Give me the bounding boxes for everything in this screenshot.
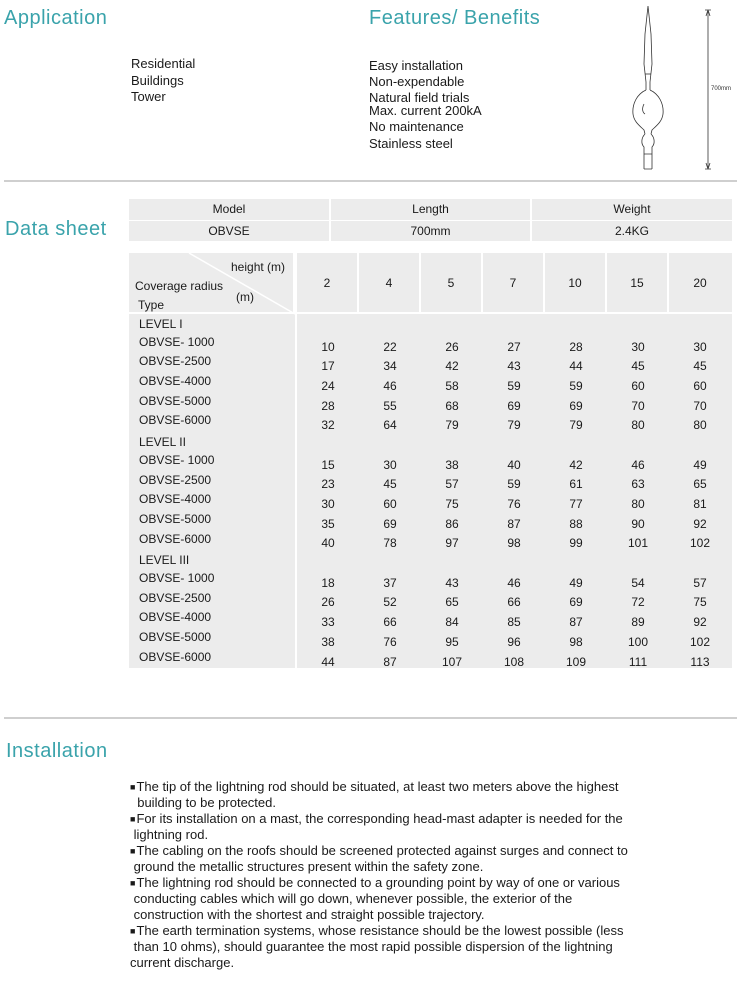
installation-line xyxy=(130,955,730,971)
coverage-corner xyxy=(129,253,295,314)
model-value: OBVSE xyxy=(129,220,330,241)
type-label: OBVSE-2500 xyxy=(139,354,212,369)
coverage-value: 57 xyxy=(693,575,707,590)
coverage-value: 43 xyxy=(507,359,521,374)
column-separator xyxy=(357,253,359,314)
coverage-value: 87 xyxy=(507,516,521,531)
coverage-value: 66 xyxy=(383,615,397,630)
table-row xyxy=(129,649,732,669)
value-cells xyxy=(297,649,732,669)
coverage-value: 77 xyxy=(569,497,583,512)
coverage-value: 35 xyxy=(321,516,335,531)
table-row xyxy=(129,609,732,629)
coverage-value: 45 xyxy=(383,477,397,492)
column-separator xyxy=(543,253,545,314)
coverage-value: 84 xyxy=(445,615,459,630)
coverage-value: 76 xyxy=(383,634,397,649)
coverage-value: 98 xyxy=(507,536,521,551)
application-title: Application xyxy=(4,7,108,29)
type-label: OBVSE-4000 xyxy=(139,492,212,507)
table-row xyxy=(129,511,732,531)
type-label: OBVSE- 1000 xyxy=(139,334,215,349)
installation-line-text: than 10 ohms), should guarantee the most rapid possible dispersion of the lightning xyxy=(130,939,613,954)
coverage-value: 86 xyxy=(445,516,459,531)
model-header: Model xyxy=(129,199,330,220)
coverage-value: 59 xyxy=(507,378,521,393)
column-separator xyxy=(481,253,483,314)
coverage-value: 60 xyxy=(383,497,397,512)
coverage-value: 99 xyxy=(569,536,583,551)
type-label: OBVSE-6000 xyxy=(139,413,212,428)
table-row xyxy=(129,353,732,373)
coverage-value: 17 xyxy=(321,359,335,374)
coverage-value: 30 xyxy=(321,497,335,512)
table-row xyxy=(129,491,732,511)
coverage-value: 69 xyxy=(569,595,583,610)
coverage-value: 32 xyxy=(321,418,335,433)
table-row xyxy=(129,570,732,590)
height-header: 10 xyxy=(545,253,607,312)
height-header: 7 xyxy=(483,253,545,312)
installation-line-text: conducting cables which will go down, whenever possible, the exterior of the xyxy=(130,891,573,906)
value-cells xyxy=(297,412,732,432)
coverage-value: 79 xyxy=(445,418,459,433)
coverage-value: 37 xyxy=(383,575,397,590)
level-label: LEVEL II xyxy=(139,434,186,449)
level-row xyxy=(129,432,732,452)
coverage-value: 101 xyxy=(627,536,649,551)
coverage-value: 40 xyxy=(507,457,521,472)
coverage-value: 28 xyxy=(321,398,335,413)
coverage-value: 76 xyxy=(507,497,521,512)
height-header: 20 xyxy=(693,275,707,290)
coverage-value: 26 xyxy=(445,339,459,354)
coverage-value: 44 xyxy=(321,654,335,669)
installation-title: Installation xyxy=(6,740,108,762)
column-separator xyxy=(295,253,297,668)
installation-line-text: The lightning rod should be connected to a grounding point by way of one or various xyxy=(136,875,620,890)
installation-line xyxy=(130,907,730,923)
installation-paragraph xyxy=(130,923,730,955)
coverage-value: 80 xyxy=(631,418,645,433)
coverage-value: 102 xyxy=(689,536,711,551)
type-label: OBVSE-4000 xyxy=(139,374,212,389)
value-cells xyxy=(297,609,732,629)
installation-line-text: ground the metallic structures present within the safety zone. xyxy=(130,859,484,874)
coverage-value: 30 xyxy=(631,339,645,354)
lightning-rod-drawing xyxy=(615,4,732,176)
weight-value: 2.4KG xyxy=(531,220,732,241)
coverage-value: 64 xyxy=(383,418,397,433)
table-row xyxy=(129,629,732,649)
coverage-value: 42 xyxy=(445,359,459,374)
coverage-value: 26 xyxy=(321,595,335,610)
coverage-value: 79 xyxy=(569,418,583,433)
coverage-value: 46 xyxy=(383,378,397,393)
installation-line-text: The cabling on the roofs should be screened protected against surges and connect to xyxy=(136,843,628,858)
coverage-value: 46 xyxy=(507,575,521,590)
installation-paragraph xyxy=(130,875,730,923)
coverage-value: 45 xyxy=(693,359,707,374)
level-label: LEVEL III xyxy=(139,553,190,568)
type-label: OBVSE-5000 xyxy=(139,511,212,526)
value-cells xyxy=(297,353,732,373)
installation-line-text: For its installation on a mast, the corresponding head-mast adapter is needed for the xyxy=(136,811,623,826)
table-row xyxy=(129,334,732,354)
coverage-value: 108 xyxy=(503,654,525,669)
installation-line xyxy=(130,843,730,859)
coverage-value: 40 xyxy=(321,536,335,551)
bullet-icon: ■ xyxy=(130,814,136,824)
coverage-value: 10 xyxy=(321,339,335,354)
type-label: OBVSE-5000 xyxy=(139,393,212,408)
coverage-value: 75 xyxy=(445,497,459,512)
value-cells xyxy=(297,511,732,531)
installation-line xyxy=(130,939,730,955)
installation-line xyxy=(130,891,730,907)
features-list xyxy=(369,58,482,152)
bullet-icon: ■ xyxy=(130,926,136,936)
type-label: OBVSE-6000 xyxy=(139,649,212,664)
installation-paragraph xyxy=(130,955,730,971)
dimension-label: 700mm xyxy=(711,86,732,92)
bullet-icon: ■ xyxy=(130,782,136,792)
coverage-value: 38 xyxy=(321,634,335,649)
corner-radius-label: Coverage radius xyxy=(135,279,224,293)
coverage-value: 70 xyxy=(631,398,645,413)
value-cells xyxy=(297,452,732,472)
value-cells xyxy=(297,570,732,590)
corner-height-label: height (m) xyxy=(231,260,286,274)
coverage-value: 49 xyxy=(693,457,707,472)
coverage-header xyxy=(129,253,732,314)
installation-line-text: building to be protected. xyxy=(130,795,276,810)
coverage-value: 55 xyxy=(383,398,397,413)
level-row xyxy=(129,314,732,334)
coverage-value: 79 xyxy=(507,418,521,433)
coverage-value: 95 xyxy=(445,634,459,649)
height-header: 15 xyxy=(607,253,669,312)
height-header: 4 xyxy=(359,253,421,312)
coverage-value: 52 xyxy=(383,595,397,610)
installation-line xyxy=(130,795,730,811)
corner-type-label: Type xyxy=(138,298,165,312)
application-list xyxy=(131,56,195,106)
corner-m-label: (m) xyxy=(236,290,254,304)
lightning-rod-icon xyxy=(615,4,732,176)
value-cells xyxy=(297,629,732,649)
coverage-value: 65 xyxy=(693,477,707,492)
model-table xyxy=(129,199,732,242)
feature-item: Stainless steel xyxy=(369,136,453,151)
coverage-value: 38 xyxy=(445,457,459,472)
table-row xyxy=(129,412,732,432)
coverage-value: 30 xyxy=(693,339,707,354)
coverage-value: 111 xyxy=(628,654,648,669)
section-divider xyxy=(4,180,737,182)
column-separator xyxy=(605,253,607,314)
coverage-body xyxy=(129,314,732,668)
table-row xyxy=(129,472,732,492)
coverage-value: 23 xyxy=(321,477,335,492)
installation-line-text: The tip of the lightning rod should be situated, at least two meters above the highest xyxy=(136,779,619,794)
table-row xyxy=(129,373,732,393)
length-value: 700mm xyxy=(330,220,531,241)
coverage-value: 102 xyxy=(689,634,711,649)
coverage-value: 24 xyxy=(321,378,335,393)
installation-line xyxy=(130,923,730,939)
type-label: OBVSE- 1000 xyxy=(139,570,215,585)
value-cells xyxy=(297,531,732,551)
coverage-value: 89 xyxy=(631,615,645,630)
coverage-value: 107 xyxy=(441,654,463,669)
value-cells xyxy=(297,590,732,610)
value-cells xyxy=(297,393,732,413)
coverage-value: 80 xyxy=(693,418,707,433)
table-row xyxy=(129,452,732,472)
coverage-table xyxy=(129,253,732,668)
coverage-value: 90 xyxy=(631,516,645,531)
height-header: 2 xyxy=(297,253,359,312)
coverage-value: 80 xyxy=(631,497,645,512)
column-separator xyxy=(667,253,669,314)
application-item: Residential xyxy=(131,56,196,71)
coverage-value: 46 xyxy=(631,457,645,472)
installation-line xyxy=(130,859,730,875)
coverage-value: 92 xyxy=(693,615,707,630)
value-cells xyxy=(297,491,732,511)
coverage-value: 87 xyxy=(383,654,397,669)
coverage-value: 78 xyxy=(383,536,397,551)
coverage-value: 44 xyxy=(569,359,583,374)
height-header: 5 xyxy=(421,253,483,312)
coverage-value: 70 xyxy=(693,398,707,413)
coverage-value: 66 xyxy=(507,595,521,610)
feature-item: Natural field trials xyxy=(369,90,470,105)
installation-line xyxy=(130,811,730,827)
installation-line-text: current discharge. xyxy=(130,955,235,970)
type-label: OBVSE-2500 xyxy=(139,472,212,487)
installation-line xyxy=(130,827,730,843)
coverage-value: 109 xyxy=(565,654,587,669)
installation-line-text: lightning rod. xyxy=(130,827,209,842)
type-label: OBVSE- 1000 xyxy=(139,452,215,467)
coverage-value: 72 xyxy=(631,595,645,610)
bullet-icon: ■ xyxy=(130,878,136,888)
coverage-value: 54 xyxy=(631,575,645,590)
type-label: OBVSE-2500 xyxy=(139,590,212,605)
coverage-value: 59 xyxy=(507,477,521,492)
coverage-value: 27 xyxy=(507,339,521,354)
installation-line xyxy=(130,779,730,795)
feature-item: Easy installation xyxy=(369,58,463,73)
coverage-value: 30 xyxy=(383,457,397,472)
coverage-value: 60 xyxy=(693,378,707,393)
coverage-value: 69 xyxy=(569,398,583,413)
coverage-value: 65 xyxy=(445,595,459,610)
coverage-value: 45 xyxy=(631,359,645,374)
feature-item: No maintenance xyxy=(369,119,464,134)
table-row xyxy=(129,393,732,413)
type-label: OBVSE-6000 xyxy=(139,531,212,546)
coverage-value: 60 xyxy=(631,378,645,393)
value-cells xyxy=(297,334,732,354)
installation-text xyxy=(130,779,730,971)
coverage-value: 42 xyxy=(569,457,583,472)
installation-paragraph xyxy=(130,843,730,875)
installation-line-text: construction with the shortest and straight possible trajectory. xyxy=(130,907,485,922)
coverage-value: 63 xyxy=(631,477,645,492)
length-header: Length xyxy=(330,199,531,220)
features-title: Features/ Benefits xyxy=(369,7,541,29)
coverage-value: 15 xyxy=(321,457,335,472)
coverage-value: 96 xyxy=(507,634,521,649)
coverage-value: 49 xyxy=(569,575,583,590)
application-item: Buildings xyxy=(131,72,184,88)
coverage-value: 92 xyxy=(693,516,707,531)
installation-paragraph xyxy=(130,811,730,843)
datasheet-title: Data sheet xyxy=(5,218,107,240)
coverage-value: 34 xyxy=(383,359,397,374)
column-separator xyxy=(419,253,421,314)
coverage-value: 85 xyxy=(507,615,521,630)
coverage-value: 88 xyxy=(569,516,583,531)
coverage-value: 113 xyxy=(690,654,710,669)
coverage-value: 57 xyxy=(445,477,459,492)
table-row xyxy=(129,531,732,551)
installation-paragraph xyxy=(130,779,730,811)
coverage-value: 75 xyxy=(693,595,707,610)
feature-item: Non-expendable xyxy=(369,74,465,89)
type-label: OBVSE-5000 xyxy=(139,630,212,644)
installation-line xyxy=(130,875,730,891)
section-divider xyxy=(4,717,737,719)
coverage-value: 58 xyxy=(445,378,459,393)
coverage-value: 87 xyxy=(569,615,583,630)
weight-header: Weight xyxy=(531,199,732,220)
coverage-value: 33 xyxy=(321,615,335,630)
coverage-value: 98 xyxy=(569,634,583,649)
coverage-value: 28 xyxy=(569,339,583,354)
coverage-value: 18 xyxy=(321,575,335,590)
application-item: Tower xyxy=(131,89,166,104)
installation-line-text: The earth termination systems, whose resistance should be the lowest possible (less xyxy=(136,923,624,938)
value-cells xyxy=(297,472,732,492)
coverage-value: 100 xyxy=(627,634,649,649)
coverage-value: 81 xyxy=(693,497,707,512)
coverage-value: 22 xyxy=(383,339,397,354)
coverage-value: 43 xyxy=(445,575,459,590)
coverage-value: 69 xyxy=(507,398,521,413)
bullet-icon: ■ xyxy=(130,846,136,856)
type-label: OBVSE-4000 xyxy=(139,610,212,625)
coverage-value: 59 xyxy=(569,378,583,393)
coverage-value: 68 xyxy=(445,398,459,413)
level-row xyxy=(129,550,732,570)
value-cells xyxy=(297,373,732,393)
table-row xyxy=(129,590,732,610)
coverage-value: 61 xyxy=(569,477,583,492)
feature-item: Max. current 200kA xyxy=(369,103,482,118)
level-label: LEVEL I xyxy=(139,316,183,331)
coverage-value: 97 xyxy=(445,536,459,551)
coverage-value: 69 xyxy=(383,516,397,531)
